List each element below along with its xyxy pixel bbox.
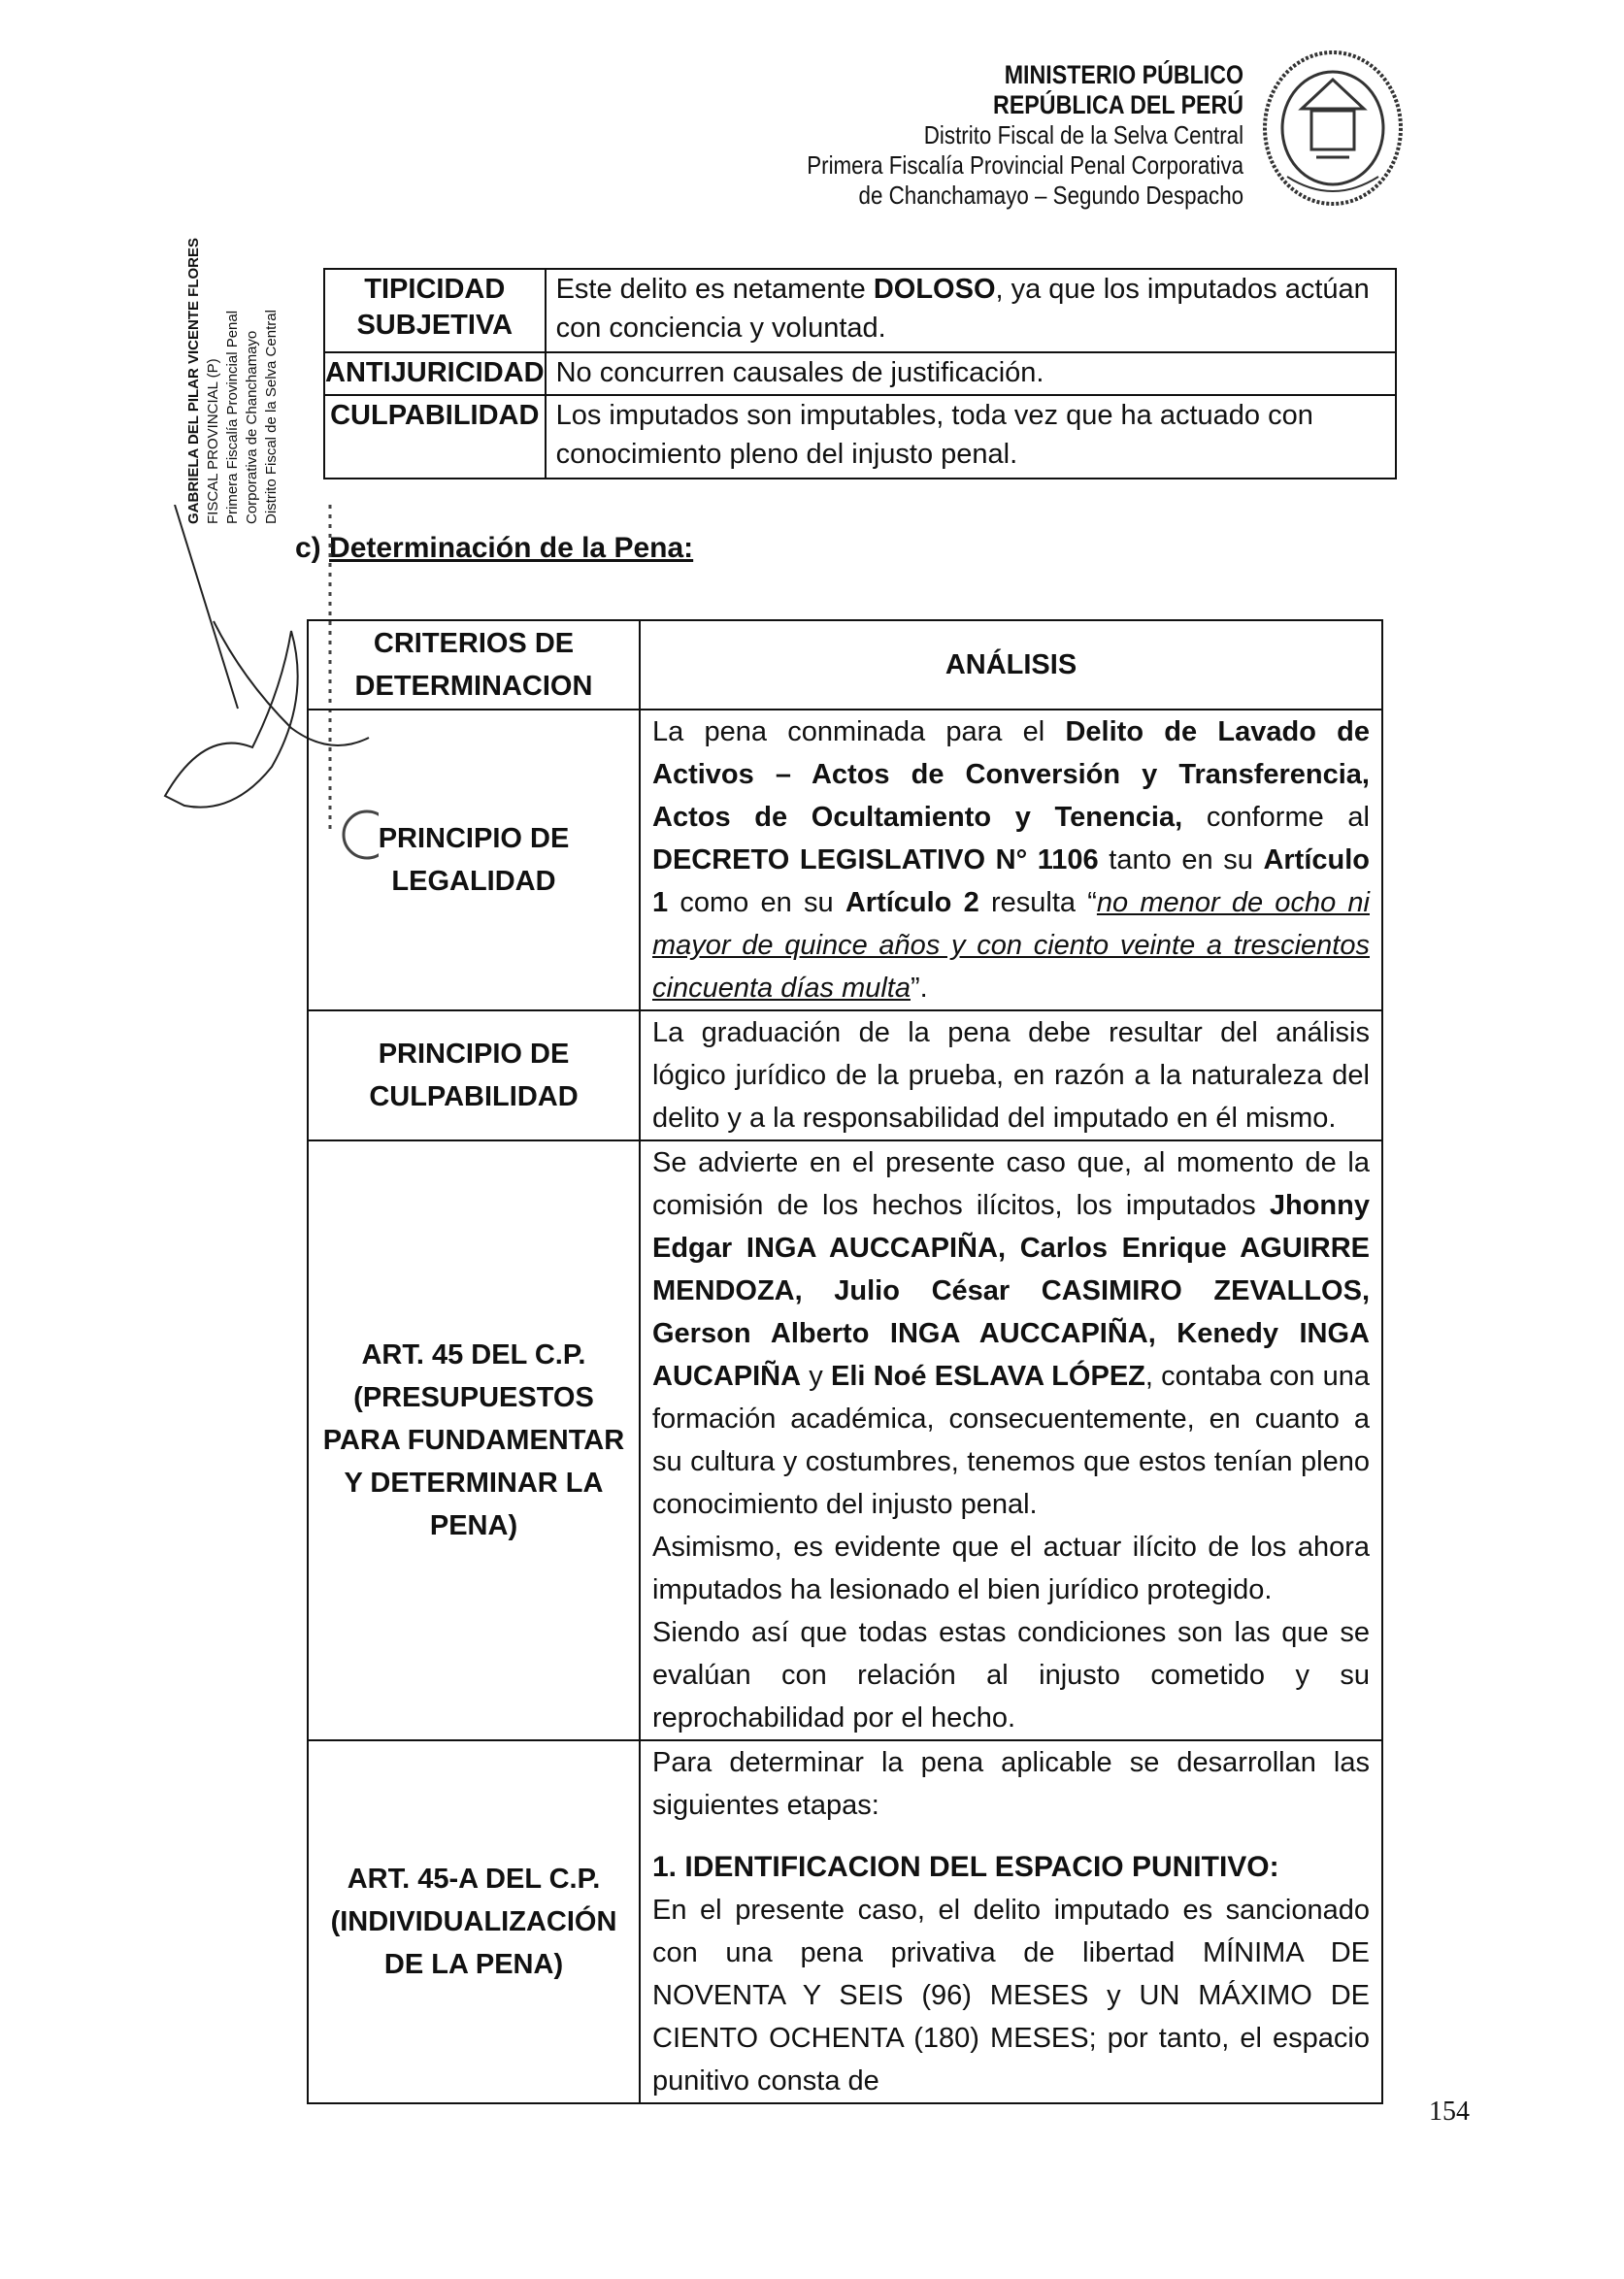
office-name: Primera Fiscalía Provincial Penal Corporativa xyxy=(807,150,1243,180)
sentencing-table xyxy=(307,619,1383,2104)
analysis-cell: La pena conminada para el Delito de Lavado de Activos – Actos de Conversión y Transferencia, Actos de Ocultamiento y Tenencia, conforme al DECRETO LEGISLATIVO N° 1106 tanto en su Artículo 1 como en su Artículo 2 resulta “no menor de ocho ni mayor de quince años y con ciento veinte a trescientos cincuenta días multa”. xyxy=(640,710,1382,1010)
analysis-cell xyxy=(640,1740,1382,2103)
table-header-row xyxy=(308,620,1382,710)
stamp-district: Distrito Fiscal de la Selva Central xyxy=(263,310,280,524)
prosecutor-stamp-text xyxy=(184,155,282,524)
district-name: Distrito Fiscal de la Selva Central xyxy=(923,120,1243,149)
column-header-analysis: ANÁLISIS xyxy=(640,620,1382,710)
stamp-office-2: Corporativa de Chanchamayo xyxy=(244,330,260,524)
stamp-title: FISCAL PROVINCIAL (P) xyxy=(205,358,221,524)
table-row xyxy=(324,352,1396,395)
stamp-office: Primera Fiscalía Provincial Penal xyxy=(224,310,241,524)
analysis-cell: La graduación de la pena debe resultar del análisis lógico jurídico de la prueba, en razón a la naturaleza del delito y a la responsabilidad del imputado en él mismo. xyxy=(640,1010,1382,1140)
step-text: En el presente caso, el delito imputado es sancionado con una pena privativa de libertad MÍNIMA DE NOVENTA Y SEIS (96) MESES y UN MÁXIMO DE CIENTO OCHENTA (180) MESES; por tanto, el espacio punitivo consta de xyxy=(652,1895,1370,2097)
official-seal-icon xyxy=(1258,41,1408,211)
table-row xyxy=(324,395,1396,479)
step-heading: 1. IDENTIFICACION DEL ESPACIO PUNITIVO: xyxy=(652,1851,1279,1883)
table-row xyxy=(324,269,1396,352)
analysis-cell: Se advierte en el presente caso que, al momento de la comisión de los hechos ilícitos, los imputados Jhonny Edgar INGA AUCCAPIÑA, Carlos Enrique AGUIRRE MENDOZA, Julio César CASIMIRO ZEVALLOS, Gerson Alberto INGA AUCCAPIÑA, Kenedy INGA AUCAPIÑA y Eli Noé ESLAVA LÓPEZ, contaba con una formación académica, consecuentemente, en cuanto a su cultura y costumbres, tenemos que estos tenían pleno conocimiento del injusto penal. Asimismo, es evidente que el actuar ilícito de los ahora imputados ha lesionado el bien jurídico protegido. Siendo así que todas estas condiciones son las que se evalúan con relación al injusto cometido y su reprochabilidad por el hecho. xyxy=(640,1140,1382,1740)
description-cell: Este delito es netamente DOLOSO, ya que los imputados actúan con conciencia y voluntad. xyxy=(546,269,1396,352)
letterhead xyxy=(736,60,1243,211)
stamp-name: GABRIELA DEL PILAR VICENTE FLORES xyxy=(185,237,202,524)
criterion-cell: ART. 45 DEL C.P. (PRESUPUESTOS PARA FUNDAMENTAR Y DETERMINAR LA PENA) xyxy=(308,1140,640,1740)
table-row xyxy=(308,1140,1382,1740)
analysis-paragraph: Asimismo, es evidente que el actuar ilícito de los ahora imputados ha lesionado el bien jurídico protegido. xyxy=(652,1532,1370,1605)
table-row xyxy=(308,710,1382,1010)
country-name: REPÚBLICA DEL PERÚ xyxy=(992,90,1243,119)
analysis-intro: Para determinar la pena aplicable se desarrollan las siguientes etapas: xyxy=(652,1747,1370,1821)
table-row xyxy=(308,1010,1382,1140)
classification-table xyxy=(323,268,1397,479)
section-marker: c) xyxy=(295,532,321,564)
analysis-paragraph: Siendo así que todas estas condiciones son las que se evalúan con relación al injusto cometido y su reprochabilidad por el hecho. xyxy=(652,1617,1370,1734)
description-cell: Los imputados son imputables, toda vez que ha actuado con conocimiento pleno del injusto penal. xyxy=(546,395,1396,479)
institution-name: MINISTERIO PÚBLICO xyxy=(1004,60,1243,89)
section-title: Determinación de la Pena: xyxy=(329,532,694,564)
page-number: 154 xyxy=(1429,2097,1470,2127)
table-row xyxy=(308,1740,1382,2103)
description-cell: No concurren causales de justificación. xyxy=(546,352,1396,395)
criterion-cell: TIPICIDAD SUBJETIVA xyxy=(324,269,546,352)
column-header-criteria: CRITERIOS DE DETERMINACION xyxy=(308,620,640,710)
criterion-cell: PRINCIPIO DE LEGALIDAD xyxy=(308,710,640,1010)
criterion-cell: ART. 45-A DEL C.P. (INDIVIDUALIZACIÓN DE LA PENA) xyxy=(308,1740,640,2103)
office-location: de Chanchamayo – Segundo Despacho xyxy=(858,181,1243,210)
criterion-cell: PRINCIPIO DE CULPABILIDAD xyxy=(308,1010,640,1140)
criterion-cell: CULPABILIDAD xyxy=(324,395,546,479)
criterion-cell: ANTIJURICIDAD xyxy=(324,352,546,395)
